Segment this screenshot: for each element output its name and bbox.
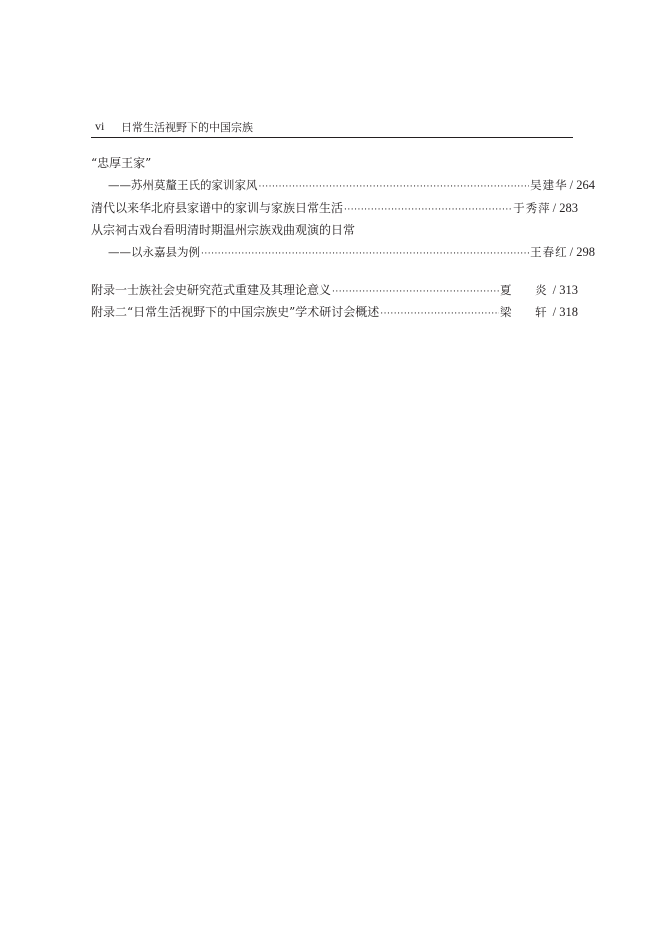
toc-entry-author: 王春红 — [530, 245, 568, 259]
toc-appendix-entry[interactable] — [91, 279, 578, 302]
page-number: vi — [95, 119, 105, 133]
toc-entry-author: 于秀萍 — [513, 200, 551, 215]
toc-entry-page: / 283 — [552, 200, 578, 215]
leader-dots — [344, 199, 512, 222]
section-gap — [91, 264, 578, 279]
toc-entry-title: “日常生活视野下的中国宗族史”学术研讨会概述 — [127, 305, 380, 319]
toc-entry-title: 清代以来华北府县家谱中的家训与家族日常生活 — [91, 200, 344, 215]
running-header — [91, 117, 573, 138]
toc-entry-author: 夏 炎 — [499, 282, 557, 297]
toc-entry-title: “忠厚王家” — [91, 156, 152, 170]
running-header-title: 日常生活视野下的中国宗族 — [121, 121, 253, 134]
toc-entry-subtitle: ——以永嘉县为例 — [108, 245, 200, 259]
toc-entry[interactable] — [91, 241, 595, 264]
toc-appendix-entry[interactable] — [91, 301, 578, 324]
toc-entry-subtitle: ——苏州莫釐王氏的家训家风 — [108, 178, 258, 192]
toc-entry-page: / 264 — [569, 178, 595, 192]
toc-entry[interactable] — [91, 174, 595, 197]
toc-entry-title: 从宗祠古戏台看明清时期温州宗族戏曲观演的日常 — [91, 223, 356, 237]
toc-entry-title: 士族社会史研究范式重建及其理论意义 — [127, 282, 332, 297]
toc-entry-author: 梁 轩 — [499, 305, 557, 319]
appendix-label: 附录一 — [91, 282, 128, 297]
table-of-contents — [91, 152, 595, 324]
toc-entry[interactable] — [91, 197, 578, 220]
toc-entry-page: / 318 — [552, 305, 578, 319]
leader-dots — [201, 243, 529, 266]
leader-dots — [332, 281, 499, 304]
leader-dots — [259, 176, 530, 199]
toc-entry-page: / 313 — [552, 282, 578, 297]
toc-entry-page: / 298 — [569, 245, 595, 259]
leader-dots — [380, 303, 499, 326]
toc-entry-author: 吴建华 — [530, 178, 568, 192]
appendix-label: 附录二 — [91, 305, 128, 319]
